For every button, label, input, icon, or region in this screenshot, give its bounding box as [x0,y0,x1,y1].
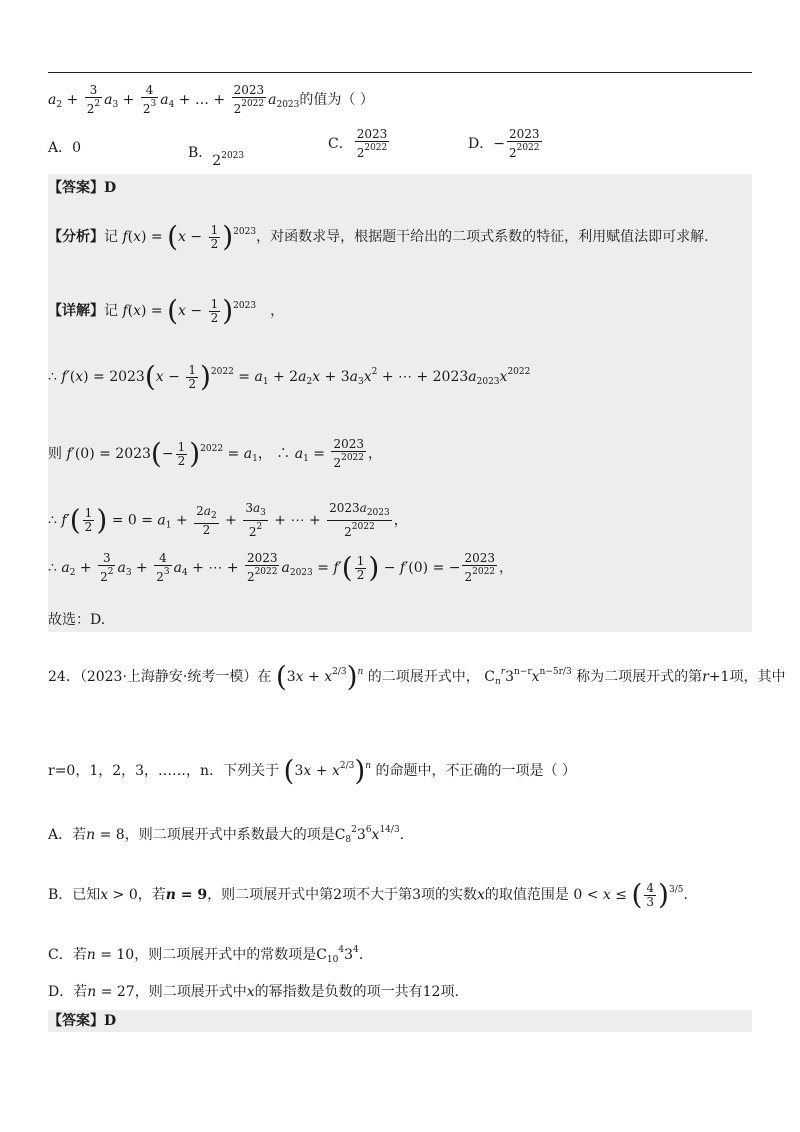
q23-conclusion: 故选：D. [48,612,106,628]
q24-answer: 【答案】D [48,1013,117,1029]
q23-option-b: B．$2^{2023}$ [188,145,245,169]
q23-answer: 【答案】D [48,180,117,196]
q23-detail-intro: 【详解】记 f(x) = (x − $\frac{1}{2}$ )$^{2023}$ ， [48,294,285,327]
q23-f0: 则 f′(0) = 2023(− $\frac{1}{2}$ )$^{2022} = a_1$， ∴ $a_1$ = $\frac{2023}{2^{2022}}$ ， [48,437,382,470]
q24-option-a: A．若n = 8，则二项展开式中系数最大的项是$C_8^23^6x^{14/3}$. [48,825,405,845]
q23-derivative: ∴ f′(x) = 2023(x − $\frac{1}{2}$ )$^{2022} = a_1 + 2a_2x + 3a_3x^2$ + ⋯ + $2023a_{2023}x^{2022}$ [48,360,531,393]
q23-f-half: ∴ f′( $\frac{1}{2}$ ) = $0 = a_1$ + $\frac{2a_2}{2}$ + $\frac{3a_3}{2^2}$ + ⋯ + $\frac{2023a_{2023}}{2^{2022}}$ ， [48,501,408,539]
q24-option-c: C．若n = 10，则二项展开式中的常数项是$C_{10}^43^4$. [48,945,364,965]
q24-stem-line2: r=0，1，2，3，……，n．下列关于 $(3x + x^{2/3})^n$ 的命题中，不正确的一项是（ ） [48,754,576,787]
q23-option-a: A．0 [48,140,82,156]
q23-stem-line: $a_2$ + $\frac{3}{2^2}$ $a_3$ + $\frac{4}{2^3}$ $a_4$ + … + $\frac{2023}{2^{2022}}$ $a_{2023}$的值为（ ） [48,83,374,116]
q23-analysis: 【分析】记 f(x) = (x − $\frac{1}{2}$ )$^{2023}$，对函数求导，根据题干给出的二项式系数的特征，利用赋值法即可求解. [48,220,709,253]
q24-option-b: B．已知x > 0，若n = 9，则二项展开式中第2项不大于第3项的实数x的取值范围是 0 < x ≤ ( $\frac{4}{3}$ )$^{3/5}$. [48,878,688,911]
q23-final-eq: ∴ $a_2$ + $\frac{3}{2^2}$ $a_3$ + $\frac{4}{2^3}$ $a_4$ + ⋯ + $\frac{2023}{2^{2022}}$ $a_{2023} = f'$( $\frac{1}{2}$ ) − f′(0) = − $\frac{2023}{2^{2022}}$ ， [48,551,514,584]
q24-stem-line1: 24．（2023·上海静安·统考一模）在 $(3x + x^{2/3})^n$ 的二项展开式中， $C_n^r3^{n-r}x^{n-5r/3}$ 称为二项展开式的第r+1项，其中 [48,660,786,693]
q24-option-d: D．若n = 27，则二项展开式中x的幂指数是负数的项一共有12项. [48,984,459,1000]
page-top-rule [48,72,752,73]
q24-answer-block [48,1010,752,1032]
q23-option-c: C． $\frac{2023}{2^{2022}}$ [328,127,388,160]
q23-option-d: D．− $\frac{2023}{2^{2022}}$ [468,127,540,160]
q23-stem-tail: 的值为（ ） [299,92,374,108]
